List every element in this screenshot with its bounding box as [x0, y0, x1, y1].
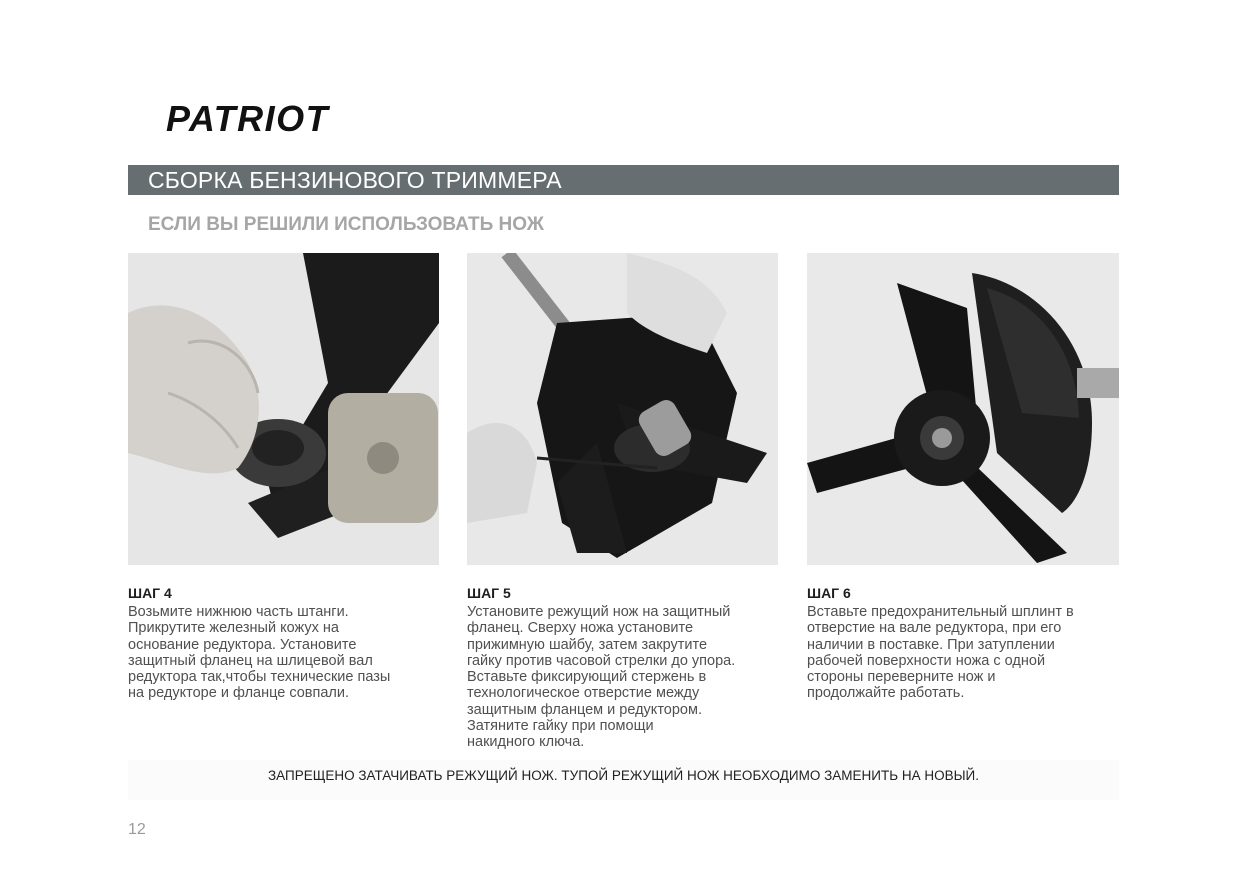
section-title-bar [128, 165, 1119, 195]
section-subtitle: ЕСЛИ ВЫ РЕШИЛИ ИСПОЛЬЗОВАТЬ НОЖ [148, 214, 544, 235]
svg-text:PATRIOT: PATRIOT [166, 98, 330, 139]
step-5-title: ШАГ 5 [467, 585, 511, 601]
step-5-photo [467, 253, 778, 565]
step-4-photo [128, 253, 439, 565]
warning-strip [128, 760, 1119, 800]
patriot-logo-image [164, 97, 374, 141]
patriot-logo [164, 97, 374, 141]
step-6-photo [807, 253, 1119, 565]
step-6-text: Вставьте предохранительный шплинт в отверстие на вале редуктора, при его наличии в поставке. При затуплении рабочей поверхности ножа с одной стороны переверните нож и продолжайте работать. [807, 604, 1074, 702]
page-number: 12 [128, 821, 146, 838]
step-5-text: Установите режущий нож на защитный фланец. Сверху ножа установите прижимную шайбу, затем закрутите гайку против часовой стрелки до упора. Вставьте фиксирующий стержень в технологическое отверстие между защитным фланцем и редуктором. Затяните гайку при помощи накидного ключа. [467, 604, 736, 751]
step-6-title: ШАГ 6 [807, 585, 851, 601]
step-4-text: Возьмите нижнюю часть штанги. Прикрутите железный кожух на основание редуктора. Установите защитный фланец на шлицевой вал редуктора так,чтобы технические пазы на редукторе и фланце совпали. [128, 604, 391, 702]
section-title: СБОРКА БЕНЗИНОВОГО ТРИММЕРА [148, 167, 562, 193]
warning-text: ЗАПРЕЩЕНО ЗАТАЧИВАТЬ РЕЖУЩИЙ НОЖ. ТУПОЙ РЕЖУЩИЙ НОЖ НЕОБХОДИМО ЗАМЕНИТЬ НА НОВЫЙ. [268, 768, 979, 783]
step-4-title: ШАГ 4 [128, 585, 172, 601]
